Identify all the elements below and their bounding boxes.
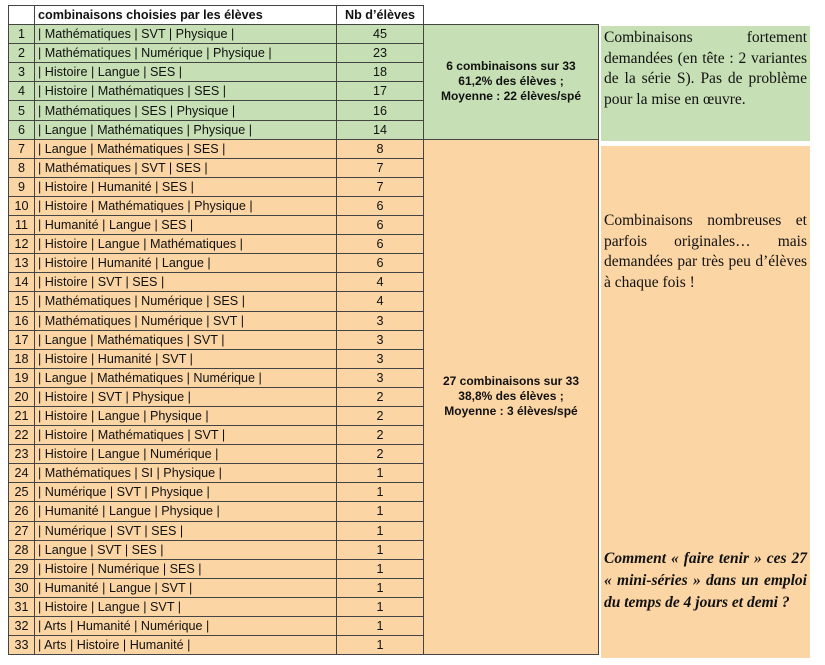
header-summary	[424, 6, 599, 25]
row-combination: | Histoire | Humanité | Langue |	[35, 254, 337, 273]
row-combination: | Mathématiques | Numérique | Physique |	[35, 44, 337, 63]
table-header-row	[9, 6, 599, 25]
row-number: 17	[9, 330, 35, 349]
row-student-count: 1	[337, 502, 424, 521]
summary-line1: 27 combinaisons sur 33	[442, 374, 580, 389]
row-number: 1	[9, 25, 35, 44]
row-student-count: 3	[337, 330, 424, 349]
row-student-count: 2	[337, 406, 424, 425]
row-number: 18	[9, 349, 35, 368]
row-number: 26	[9, 502, 35, 521]
row-combination: | Mathématiques | Numérique | SES |	[35, 292, 337, 311]
row-number: 13	[9, 254, 35, 273]
row-combination: | Langue | Mathématiques | SES |	[35, 139, 337, 158]
row-combination: | Arts | Histoire | Humanité |	[35, 636, 337, 655]
row-combination: | Langue | Mathématiques | Numérique |	[35, 368, 337, 387]
row-number: 7	[9, 139, 35, 158]
summary-line1: 6 combinaisons sur 33	[446, 59, 576, 74]
note-high-demand	[601, 26, 810, 141]
row-number: 28	[9, 540, 35, 559]
row-combination: | Histoire | SVT | Physique |	[35, 387, 337, 406]
row-number: 12	[9, 235, 35, 254]
row-student-count: 6	[337, 196, 424, 215]
row-number: 15	[9, 292, 35, 311]
row-combination: | Histoire | Humanité | SES |	[35, 177, 337, 196]
row-combination: | Histoire | Mathématiques | SVT |	[35, 426, 337, 445]
table-row	[9, 139, 599, 158]
row-combination: | Histoire | Humanité | SVT |	[35, 349, 337, 368]
row-student-count: 45	[337, 25, 424, 44]
row-student-count: 1	[337, 521, 424, 540]
row-student-count: 3	[337, 349, 424, 368]
row-combination: | Histoire | SVT | SES |	[35, 273, 337, 292]
table-row	[9, 25, 599, 44]
row-student-count: 1	[337, 483, 424, 502]
row-student-count: 2	[337, 387, 424, 406]
combinations-table	[8, 5, 599, 655]
row-student-count: 6	[337, 254, 424, 273]
row-combination: | Mathématiques | Numérique | SVT |	[35, 311, 337, 330]
row-combination: | Numérique | SVT | Physique |	[35, 483, 337, 502]
note-question-text: Comment « faire tenir » ces 27 « mini-séries » dans un emploi du temps de 4 jours et demi ?	[604, 550, 807, 611]
row-number: 20	[9, 387, 35, 406]
row-combination: | Mathématiques | SES | Physique |	[35, 101, 337, 120]
row-number: 6	[9, 120, 35, 139]
row-combination: | Histoire | Mathématiques | Physique |	[35, 196, 337, 215]
row-student-count: 6	[337, 216, 424, 235]
row-number: 16	[9, 311, 35, 330]
row-student-count: 18	[337, 63, 424, 82]
row-student-count: 1	[337, 636, 424, 655]
row-combination: | Humanité | Langue | SVT |	[35, 578, 337, 597]
row-number: 8	[9, 158, 35, 177]
row-student-count: 1	[337, 540, 424, 559]
row-combination: | Numérique | SVT | SES |	[35, 521, 337, 540]
row-student-count: 23	[337, 44, 424, 63]
row-student-count: 4	[337, 292, 424, 311]
row-combination: | Histoire | Langue | SES |	[35, 63, 337, 82]
row-student-count: 17	[337, 82, 424, 101]
row-number: 31	[9, 597, 35, 616]
row-student-count: 4	[337, 273, 424, 292]
row-number: 9	[9, 177, 35, 196]
note-low-demand-text: Combinaisons nombreuses et parfois originales… mais demandées par très peu d’élèves à chaque fois !	[604, 212, 807, 291]
summary-high-demand	[424, 25, 599, 140]
row-combination: | Humanité | Langue | SES |	[35, 216, 337, 235]
row-number: 2	[9, 44, 35, 63]
row-combination: | Langue | SVT | SES |	[35, 540, 337, 559]
row-student-count: 2	[337, 445, 424, 464]
row-number: 10	[9, 196, 35, 215]
row-student-count: 7	[337, 158, 424, 177]
row-combination: | Humanité | Langue | Physique |	[35, 502, 337, 521]
summary-line2: 61,2% des élèves ;	[458, 74, 564, 89]
row-student-count: 1	[337, 464, 424, 483]
summary-line3: Moyenne : 22 élèves/spé	[440, 89, 582, 104]
row-combination: | Histoire | Langue | Physique |	[35, 406, 337, 425]
row-student-count: 14	[337, 120, 424, 139]
row-number: 22	[9, 426, 35, 445]
row-number: 4	[9, 82, 35, 101]
summary-line2: 38,8% des élèves ;	[458, 389, 564, 404]
row-combination: | Histoire | Mathématiques | SES |	[35, 82, 337, 101]
row-combination: | Histoire | Numérique | SES |	[35, 559, 337, 578]
row-number: 3	[9, 63, 35, 82]
row-combination: | Histoire | Langue | SVT |	[35, 597, 337, 616]
row-number: 5	[9, 101, 35, 120]
row-combination: | Histoire | Langue | Mathématiques |	[35, 235, 337, 254]
row-combination: | Langue | Mathématiques | SVT |	[35, 330, 337, 349]
row-student-count: 1	[337, 597, 424, 616]
note-high-demand-text: Combinaisons fortement demandées (en tête : 2 variantes de la série S). Pas de problème pour la mise en œuvre.	[604, 29, 807, 108]
row-student-count: 2	[337, 426, 424, 445]
row-student-count: 1	[337, 617, 424, 636]
row-student-count: 7	[337, 177, 424, 196]
row-number: 24	[9, 464, 35, 483]
header-num	[9, 6, 35, 25]
row-student-count: 3	[337, 368, 424, 387]
row-combination: | Mathématiques | SVT | Physique |	[35, 25, 337, 44]
summary-low-demand	[424, 139, 599, 655]
row-combination: | Langue | Mathématiques | Physique |	[35, 120, 337, 139]
row-student-count: 1	[337, 578, 424, 597]
header-count: Nb d’élèves	[337, 6, 424, 25]
row-combination: | Mathématiques | SVT | SES |	[35, 158, 337, 177]
row-number: 33	[9, 636, 35, 655]
row-student-count: 6	[337, 235, 424, 254]
row-student-count: 3	[337, 311, 424, 330]
row-combination: | Arts | Humanité | Numérique |	[35, 617, 337, 636]
row-number: 30	[9, 578, 35, 597]
header-combination: combinaisons choisies par les élèves	[35, 6, 337, 25]
note-low-demand	[601, 146, 810, 658]
row-student-count: 16	[337, 101, 424, 120]
row-combination: | Mathématiques | SI | Physique |	[35, 464, 337, 483]
summary-line3: Moyenne : 3 élèves/spé	[444, 404, 578, 419]
row-number: 32	[9, 617, 35, 636]
row-student-count: 8	[337, 139, 424, 158]
row-student-count: 1	[337, 559, 424, 578]
row-number: 21	[9, 406, 35, 425]
row-number: 14	[9, 273, 35, 292]
row-number: 29	[9, 559, 35, 578]
row-number: 11	[9, 216, 35, 235]
row-number: 19	[9, 368, 35, 387]
row-number: 23	[9, 445, 35, 464]
row-number: 27	[9, 521, 35, 540]
row-number: 25	[9, 483, 35, 502]
row-combination: | Histoire | Langue | Numérique |	[35, 445, 337, 464]
